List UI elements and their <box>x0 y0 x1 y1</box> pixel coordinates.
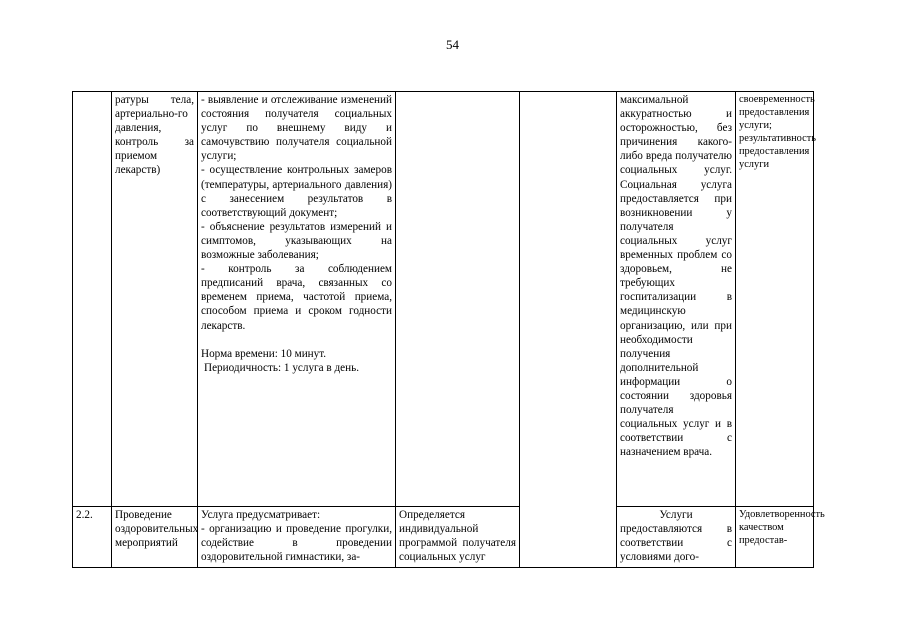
service-conditions-cell <box>617 507 736 568</box>
periodicity-text: Периодичность: 1 услуга в день. <box>204 361 360 374</box>
time-norm-text: Норма времени: 10 минут. <box>201 347 327 360</box>
service-description-cell <box>198 92 396 507</box>
page-number: 54 <box>446 37 459 52</box>
table-row <box>73 507 814 568</box>
service-name-cell: ратуры тела, артериально-го давления, контроль за приемом лекарств) <box>112 92 198 507</box>
conditions-heading-text: Услуги <box>659 509 693 521</box>
row-number-cell: 2.2. <box>73 507 112 568</box>
service-description-text: - выявление и отслеживание изменений состояния получателя социальных услуг по внешнему виду и самочувствию получателя социальной услуги; - осуществление контрольных замеров (температуры, артериального давления) с занесением результатов в соответствующий документ; - объяснение результатов измерений и симптомов, указывающих на возможные заболевания; - контроль за соблюдением предписаний врача, связанных со временем приема, частотой приема, способом приема и сроком годности лекарств. <box>201 94 392 332</box>
table-row <box>73 92 814 507</box>
service-volume-cell <box>396 92 520 507</box>
services-table <box>72 91 825 568</box>
conditions-text: предоставляются в соответствии с условиями дого- <box>620 523 732 564</box>
service-volume-cell: Определяется индивидуальной программой получателя социальных услуг <box>396 507 520 568</box>
service-cost-cell <box>520 92 617 568</box>
service-conditions-cell: максимальной аккуратностью и осторожностью, без причинения какого-либо вреда получателю социальных услуг. Социальная услуга предоставляется при возникновении у получателя социальных услуг временных проблем со здоровьем, не требующих госпитализации в медицинскую организацию, или при необходимости получения дополнительной информации о состоянии здоровья получателя социальных услуг и в соответствии с назначением врача. <box>617 92 736 507</box>
row-number-cell <box>73 92 112 507</box>
quality-indicators-cell: своевременность предоставления услуги; результативность предоставления услуги <box>736 92 814 507</box>
quality-indicators-cell: Удовлетворенность качеством предостав- <box>736 507 814 568</box>
service-description-cell: Услуга предусматривает: - организацию и проведение прогулки, содействие в проведении оздоровительной гимнастики, за- <box>198 507 396 568</box>
service-name-cell: Проведение оздоровительных мероприятий <box>112 507 198 568</box>
